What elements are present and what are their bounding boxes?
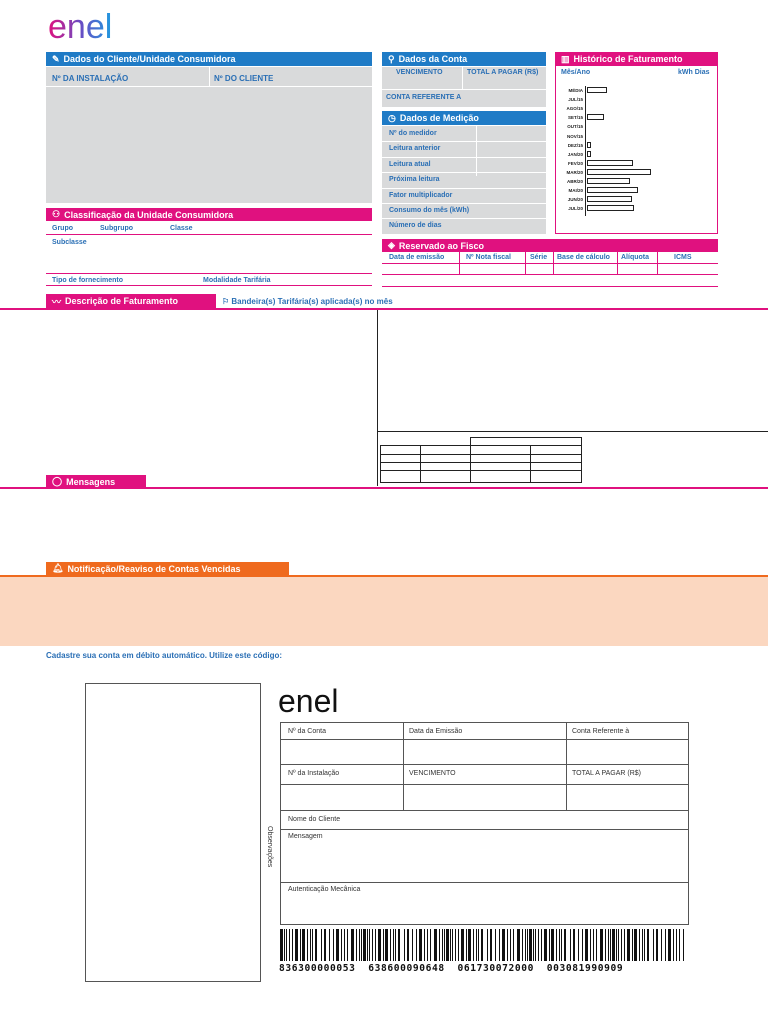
barcode-bar <box>395 929 396 961</box>
history-bar <box>587 151 591 157</box>
barcode-bar <box>446 929 449 961</box>
barcode-bar <box>570 929 571 961</box>
fisco-column-header: Alíquota <box>621 254 649 261</box>
barcode-bar <box>502 929 505 961</box>
barcode-bar <box>621 929 622 961</box>
tariff-flags-label: ⚐ Bandeira(s) Tarifária(s) aplicada(s) no mês <box>222 297 393 306</box>
history-bar <box>587 142 591 148</box>
history-month-label: OUT/15 <box>567 124 583 130</box>
billing-divider <box>0 308 768 310</box>
history-kwh-col: kWh Dias <box>678 69 710 76</box>
barcode-bar <box>289 929 290 961</box>
barcode-bar <box>517 929 520 961</box>
barcode-bar <box>412 929 413 961</box>
barcode-bar <box>590 929 591 961</box>
barcode-bar <box>610 929 611 961</box>
slip-installation-label: Nº da Instalação <box>288 770 340 777</box>
measurement-row-label: Consumo do mês (kWh) <box>389 207 470 214</box>
history-month-label: JAN/20 <box>567 151 583 157</box>
barcode-bar <box>359 929 360 961</box>
history-month-label: DEZ/15 <box>567 142 583 148</box>
history-month-label: JUN/20 <box>567 197 583 203</box>
tariff-mode-label: Modalidade Tarifária <box>203 277 271 284</box>
billing-small-table <box>380 437 582 484</box>
barcode-bar <box>596 929 597 961</box>
barcode-bar <box>582 929 583 961</box>
barcode-bar <box>481 929 483 961</box>
barcode-bar <box>573 929 575 961</box>
barcode-bar <box>363 929 366 961</box>
barcode-bar <box>627 929 630 961</box>
authentication-label: Autenticação Mecânica <box>288 886 361 893</box>
barcode-bar <box>390 929 391 961</box>
barcode-bar <box>653 929 654 961</box>
slip-total-label: TOTAL A PAGAR (R$) <box>572 770 641 777</box>
barcode-bar <box>286 929 287 961</box>
barcode-bar <box>578 929 579 961</box>
barcode-bar <box>450 929 451 961</box>
barcode-bar <box>439 929 440 961</box>
barcode-bar <box>564 929 566 961</box>
barcode-bar <box>642 929 643 961</box>
measurement-header: ◷ Dados de Medição <box>382 111 546 125</box>
history-month-label: AGO/15 <box>566 106 583 112</box>
barcode-bar <box>522 929 523 961</box>
account-number-label: Nº da Conta <box>288 728 326 735</box>
barcode-bar <box>458 929 459 961</box>
barcode-bar <box>525 929 526 961</box>
client-number-label: Nº DO CLIENTE <box>214 74 274 83</box>
barcode-bar <box>300 929 301 961</box>
classe-label: Classe <box>170 225 193 232</box>
history-bar <box>587 169 651 175</box>
notification-header: 🔔︎ Notificação/Reaviso de Contas Vencidas <box>46 562 289 575</box>
slip-form <box>280 722 689 925</box>
grupo-label: Grupo <box>52 225 73 232</box>
fisco-column-header: Nº Nota fiscal <box>466 254 511 261</box>
barcode-bar <box>315 929 317 961</box>
barcode-bar <box>541 929 542 961</box>
barcode-bar <box>661 929 662 961</box>
barcode-bar <box>476 929 477 961</box>
history-bar <box>587 114 604 120</box>
barcode-bar <box>487 929 488 961</box>
svg-text:enel: enel <box>278 683 339 718</box>
subclasse-label: Subclasse <box>52 239 87 246</box>
history-month-col: Mês/Ano <box>561 69 591 76</box>
history-month-label: SET/15 <box>567 115 583 121</box>
barcode-bar <box>507 929 508 961</box>
messages-header: ◯ Mensagens <box>46 475 146 488</box>
history-month-label: MÉDIA <box>568 88 583 93</box>
barcode-digits: 836300000053 638600090648 061730072000 003081990909 <box>279 963 624 974</box>
barcode-bar <box>455 929 456 961</box>
installation-number-label: Nº DA INSTALAÇÃO <box>52 74 129 83</box>
barcode-bar <box>644 929 645 961</box>
barcode-bar <box>427 929 428 961</box>
barcode-bar <box>292 929 293 961</box>
barcode-bar <box>356 929 357 961</box>
barcode-bar <box>616 929 617 961</box>
history-month-label: ABR/20 <box>566 179 583 184</box>
barcode-bar <box>385 929 388 961</box>
barcode-bar <box>442 929 443 961</box>
barcode-bar <box>551 929 554 961</box>
barcode-bar <box>329 929 330 961</box>
due-date-label: VENCIMENTO <box>396 69 443 76</box>
barcode-bar <box>585 929 588 961</box>
fisco-column-header: ICMS <box>674 254 692 261</box>
pencil-icon: ✎ <box>52 53 60 64</box>
reference-month-label: Conta Referente à <box>572 728 630 735</box>
barcode-bar <box>372 929 373 961</box>
search-icon: ⚲ <box>388 53 395 64</box>
person-icon: ⚇ <box>52 209 61 219</box>
client-section-header: ✎ Dados do Cliente/Unidade Consumidora <box>46 52 372 66</box>
barcode-bar <box>312 929 313 961</box>
issue-date-label: Data da Emissão <box>409 728 463 735</box>
notification-panel <box>0 577 768 646</box>
barcode-bar <box>295 929 298 961</box>
barcode-bar <box>444 929 445 961</box>
barcode-bar <box>369 929 370 961</box>
barcode-bar <box>544 929 547 961</box>
history-month-label: MAR/20 <box>566 169 583 175</box>
measurement-row-label: Leitura anterior <box>389 145 441 153</box>
slip-due-date-label: VENCIMENTO <box>409 770 456 777</box>
barcode-bar <box>676 929 677 961</box>
barcode-bar <box>280 929 283 961</box>
barcode-bar <box>527 929 528 961</box>
fisco-icon: ◈ <box>388 240 395 250</box>
barcode-bar <box>434 929 437 961</box>
barcode-bar <box>668 929 671 961</box>
barcode-bar <box>473 929 474 961</box>
client-name-label: Nome do Cliente <box>288 816 341 823</box>
enel-logo <box>46 6 146 46</box>
billing-header: 〰 Descrição de Faturamento <box>46 294 216 308</box>
barcode-bar <box>510 929 511 961</box>
svg-text:enel: enel <box>48 8 113 46</box>
barcode-bar <box>398 929 400 961</box>
barcode-bar <box>404 929 405 961</box>
barcode-bar <box>307 929 308 961</box>
barcode-bar <box>407 929 409 961</box>
barcode-bar <box>605 929 606 961</box>
history-bar <box>587 205 634 211</box>
account-header: ⚲ Dados da Conta <box>382 52 546 66</box>
barcode-bar <box>656 929 658 961</box>
fisco-column-header: Base de cálculo <box>557 254 610 261</box>
barcode-bar <box>559 929 560 961</box>
history-month-label: MAI/20 <box>568 188 583 194</box>
barcode-bar <box>347 929 348 961</box>
barcode-bar <box>624 929 625 961</box>
messages-divider <box>0 487 768 489</box>
history-bar <box>587 187 638 193</box>
barcode-bar <box>478 929 479 961</box>
history-month-label: NOV/15 <box>566 133 583 139</box>
barcode-bar <box>416 929 417 961</box>
barcode-bar <box>367 929 368 961</box>
subgrupo-label: Subgrupo <box>100 225 134 232</box>
trend-icon: 〰 <box>52 296 62 307</box>
barcode-bar <box>310 929 311 961</box>
barcode-bar <box>632 929 633 961</box>
classification-header: ⚇ Classificação da Unidade Consumidora <box>46 208 372 221</box>
supply-type-label: Tipo de fornecimento <box>52 277 124 284</box>
barcode-bar <box>336 929 339 961</box>
barcode-bar <box>321 929 322 961</box>
barcode-bar <box>683 929 684 961</box>
barcode-bar <box>375 929 376 961</box>
barcode-bar <box>556 929 557 961</box>
barcode-bar <box>333 929 334 961</box>
barcode-bar <box>383 929 384 961</box>
history-bar <box>587 196 632 202</box>
barcode-bar <box>419 929 422 961</box>
flag-icon: ⚐ <box>222 297 230 306</box>
barcode-bar <box>513 929 514 961</box>
bar-chart-icon: ▥ <box>561 53 570 64</box>
barcode-bar <box>495 929 496 961</box>
barcode <box>280 929 684 961</box>
barcode-bar <box>430 929 431 961</box>
barcode-bar <box>608 929 609 961</box>
speech-bubble-icon: ◯ <box>52 476 63 486</box>
barcode-bar <box>549 929 550 961</box>
barcode-bar <box>634 929 637 961</box>
measurement-row-label: Nº do medidor <box>389 130 437 137</box>
history-header: ▥ Histórico de Faturamento <box>555 52 718 66</box>
reference-label: CONTA REFERENTE A <box>386 94 462 101</box>
barcode-bar <box>378 929 381 961</box>
barcode-bar <box>529 929 532 961</box>
client-panel <box>46 67 372 203</box>
barcode-bar <box>284 929 285 961</box>
barcode-bar <box>647 929 649 961</box>
barcode-bar <box>612 929 615 961</box>
auto-debit-text: Cadastre sua conta em débito automático. Utilize este código: <box>46 651 283 660</box>
measurement-row-label: Número de dias <box>389 222 442 230</box>
barcode-bar <box>468 929 471 961</box>
barcode-bar <box>499 929 500 961</box>
barcode-bar <box>538 929 539 961</box>
observations-box <box>85 683 261 982</box>
barcode-bar <box>393 929 394 961</box>
history-month-label: JUL/20 <box>568 206 583 212</box>
barcode-bar <box>341 929 342 961</box>
observations-label: Observações <box>266 826 273 868</box>
message-label: Mensagem <box>288 833 323 840</box>
history-bar <box>587 178 630 184</box>
barcode-bar <box>324 929 326 961</box>
measurement-row-label: Próxima leitura <box>389 176 440 184</box>
bell-icon: 🔔︎ <box>52 563 64 573</box>
barcode-bar <box>618 929 619 961</box>
barcode-bar <box>535 929 536 961</box>
barcode-bar <box>461 929 464 961</box>
clock-icon: ◷ <box>388 112 396 123</box>
barcode-bar <box>424 929 425 961</box>
slip-logo <box>278 682 378 718</box>
barcode-bar <box>490 929 492 961</box>
fisco-column-header: Data de emissão <box>389 254 445 261</box>
barcode-bar <box>665 929 666 961</box>
barcode-bar <box>600 929 603 961</box>
barcode-bar <box>361 929 362 961</box>
fisco-column-header: Série <box>530 254 548 261</box>
total-label: TOTAL A PAGAR (R$) <box>467 69 539 76</box>
history-bar <box>587 87 607 93</box>
barcode-bar <box>452 929 453 961</box>
barcode-bar <box>679 929 680 961</box>
history-bar <box>587 160 633 166</box>
barcode-bar <box>466 929 467 961</box>
barcode-bar <box>639 929 640 961</box>
fisco-header: ◈ Reservado ao Fisco <box>382 239 718 252</box>
barcode-bar <box>351 929 354 961</box>
barcode-bar <box>344 929 345 961</box>
history-month-label: FEV/20 <box>567 160 583 166</box>
measurement-row-label: Leitura atual <box>389 160 431 168</box>
barcode-bar <box>673 929 674 961</box>
history-month-label: JUL/15 <box>568 97 583 103</box>
barcode-bar <box>533 929 534 961</box>
barcode-bar <box>561 929 562 961</box>
measurement-row-label: Fator multiplicador <box>389 191 453 199</box>
barcode-bar <box>593 929 594 961</box>
barcode-bar <box>302 929 305 961</box>
